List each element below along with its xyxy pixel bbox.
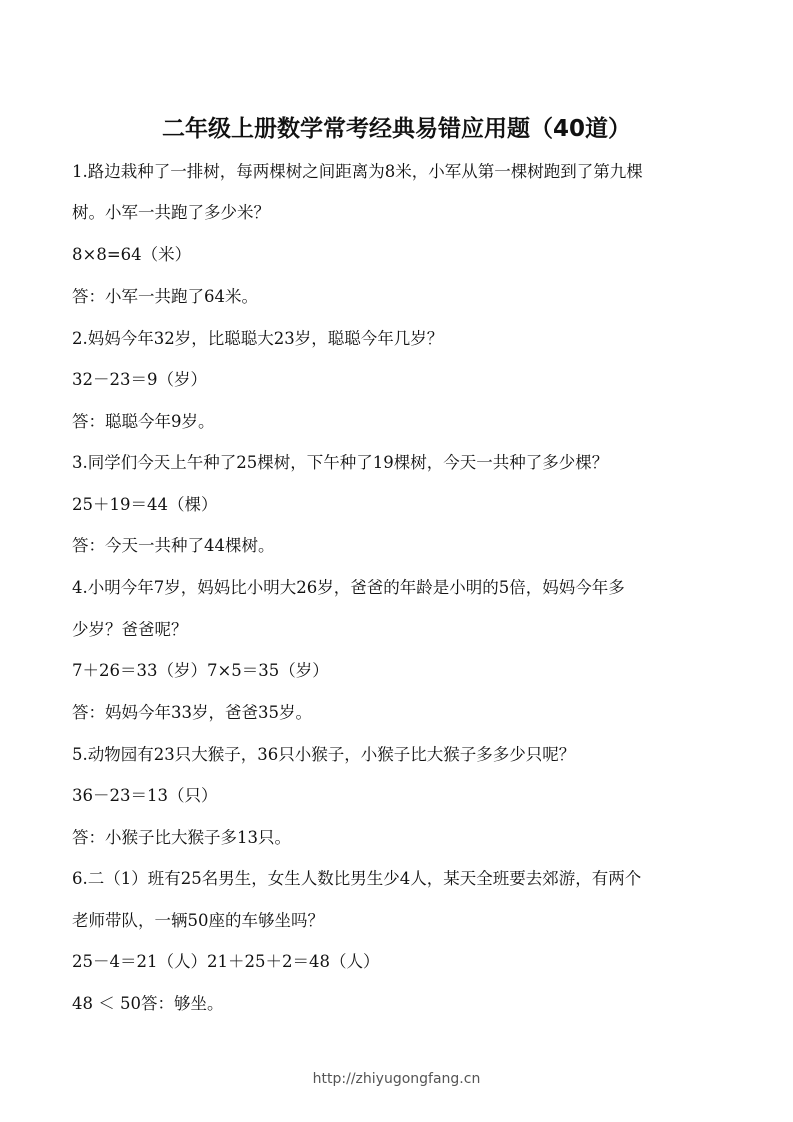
text-line: 3.同学们今天上午种了25棵树，下午种了19棵树，今天一共种了多少棵？ xyxy=(72,453,609,472)
page-title: 二年级上册数学常考经典易错应用题（40道） xyxy=(161,116,631,142)
text-line: 25－4＝21（人）21＋25＋2＝48（人） xyxy=(72,952,380,971)
text-line: 48 ＜ 50答：够坐。 xyxy=(72,994,224,1013)
text-line: 少岁？爸爸呢？ xyxy=(72,620,188,639)
text-line: 5.动物园有23只大猴子，36只小猴子，小猴子比大猴子多多少只呢？ xyxy=(72,745,576,764)
text-line: 答：聪聪今年9岁。 xyxy=(72,412,215,431)
text-line: 老师带队，一辆50座的车够坐吗？ xyxy=(72,911,324,930)
text-line: 答：小猴子比大猴子多13只。 xyxy=(72,828,291,847)
text-line: 36－23＝13（只） xyxy=(72,786,218,805)
text-line: 32－23＝9（岁） xyxy=(72,370,207,389)
text-line: 2.妈妈今年32岁，比聪聪大23岁，聪聪今年几岁？ xyxy=(72,329,444,348)
text-line: 1.路边栽种了一排树，每两棵树之间距离为8米，小军从第一棵树跑到了第九棵 xyxy=(72,162,643,181)
text-line: 6.二（1）班有25名男生，女生人数比男生少4人，某天全班要去郊游，有两个 xyxy=(72,869,642,888)
text-line: 7＋26＝33（岁）7×5＝35（岁） xyxy=(72,661,329,680)
text-line: 树。小军一共跑了多少米？ xyxy=(72,203,270,222)
text-line: 8×8=64（米） xyxy=(72,245,192,264)
text-line: 4.小明今年7岁，妈妈比小明大26岁，爸爸的年龄是小明的5倍，妈妈今年多 xyxy=(72,578,625,597)
text-line: 答：小军一共跑了64米。 xyxy=(72,287,258,306)
footer-url: http://zhiyugongfang.cn xyxy=(312,1071,481,1087)
text-line: 25＋19＝44（棵） xyxy=(72,495,218,514)
text-line: 答：今天一共种了44棵树。 xyxy=(72,536,275,555)
text-line: 答：妈妈今年33岁，爸爸35岁。 xyxy=(72,703,312,722)
